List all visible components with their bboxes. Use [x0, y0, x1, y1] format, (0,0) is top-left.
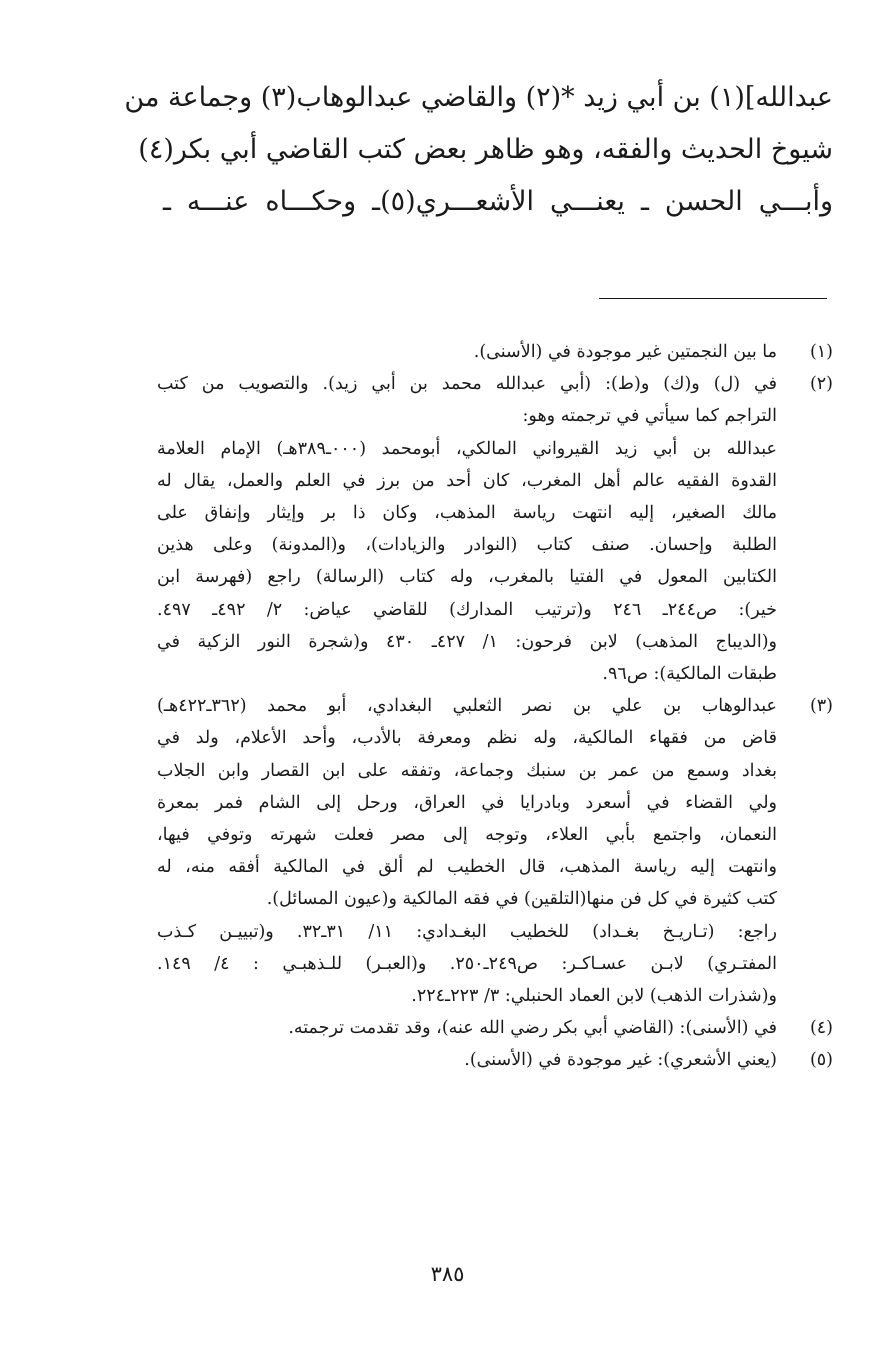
footnote-line: في (ل) و(ك) و(ط): (أبي عبدالله محمد بن أبي زيد). والتصويب من كتب — [157, 374, 777, 395]
footnote-line: الطلبة وإحسان. صنف كتاب (النوادر والزيادات)، و(المدونة) وعلى هذين — [157, 535, 777, 556]
footnote-line: القدوة الفقيه عالم أهل المغرب، كان أحد من برز في العلم والعمل، يقال له — [157, 470, 777, 491]
footnote-line: و(الديباج المذهب) لابن فرحون: ١/ ٤٢٧ـ ٤٣٠ و(شجرة النور الزكية في — [157, 631, 777, 652]
footnote-line: الكتابين المعول في الفتيا بالمغرب، وله كتاب (الرسالة) راجع (فهرسة ابن — [157, 567, 777, 588]
footnote-1 — [157, 336, 833, 368]
footnote-line: (يعني الأشعري): غير موجودة في (الأسنى). — [464, 1050, 777, 1071]
footnote-line: قاض من فقهاء المالكية، وله نظم ومعرفة بالأدب، وأحد الأعلام، ولد في — [157, 728, 777, 749]
footnote-number: (١) — [809, 342, 833, 362]
footnote-line: ولي القضاء في أسعرد وبادرايا في العراق، ورحل إلى الشام فمر بمعرة — [157, 792, 777, 813]
main-text-line: وأبـــي الحسن ـ يعنـــي الأشعـــري(٥)ـ وحكـــاه عنـــه ـ — [163, 186, 834, 217]
footnote-line: المفتـري) لابـن عسـاكـر: ص٢٤٩ـ٢٥٠. و(العبـر) للـذهبـي : ٤/ ١٤٩. — [157, 953, 777, 974]
main-text-line: شيوخ الحديث والفقه، وهو ظاهر بعض كتب القاضي أبي بكر(٤) — [138, 134, 833, 165]
footnote-number: (٣) — [809, 696, 833, 717]
footnote-line: التراجم كما سيأتي في ترجمته وهو: — [522, 406, 777, 427]
footnote-line: عبدالوهاب بن علي بن نصر الثعلبي البغدادي، أبو محمد (٣٦٢ـ٤٢٢هـ) — [157, 696, 777, 717]
footnote-line: راجع: (تـاريـخ بغـداد) للخطيب البغـدادي: ١١/ ٣١ـ٣٢. و(تبييـن كـذب — [157, 921, 777, 942]
footnotes-block — [157, 336, 833, 1077]
footnote-number: (٥) — [809, 1050, 833, 1071]
page-number: ٣٨٥ — [430, 1262, 465, 1286]
footnote-line: طبقات المالكية): ص٩٦. — [602, 664, 777, 685]
footnote-line: ما بين النجمتين غير موجودة في (الأسنى). — [473, 342, 777, 362]
footnote-line: في (الأسنى): (القاضي أبي بكر رضي الله عنه)، وقد تقدمت ترجمته. — [288, 1018, 777, 1039]
footnote-line: كتب كثيرة في كل فن منها(التلقين) في فقه المالكية و(عيون المسائل). — [266, 889, 777, 910]
footnote-3 — [157, 690, 833, 1012]
footnote-separator — [599, 298, 827, 299]
footnote-number: (٢) — [809, 374, 833, 395]
footnote-2 — [157, 368, 833, 690]
footnote-line: النعمان، واجتمع بأبي العلاء، وتوجه إلى مصر فعلت شهرته وتوفي فيها، — [157, 825, 777, 846]
footnote-line: وانتهت إليه رياسة المذهب، قال الخطيب لم ألق في المالكية أفقه منه، له — [157, 857, 777, 878]
footnote-5 — [157, 1044, 833, 1076]
footnote-line: عبدالله بن أبي زيد القيرواني المالكي، أبومحمد (٠٠٠ـ٣٨٩هـ) الإمام العلامة — [157, 438, 778, 459]
footnote-line: بغداد وسمع من عمر بن سنبك وجماعة، وتفقه على ابن القصار وابن الجلاب — [157, 760, 777, 781]
footnote-line: مالك الصغير، إليه انتهت رياسة المذهب، وكان ذا بر وإيثار وإنفاق على — [157, 503, 777, 524]
footnote-line: خير): ص٢٤٤ـ ٢٤٦ و(ترتيب المدارك) للقاضي عياض: ٢/ ٤٩٢ـ ٤٩٧. — [157, 599, 777, 620]
footnote-4 — [157, 1012, 833, 1044]
footnote-line: و(شذرات الذهب) لابن العماد الحنبلي: ٣/ ٢٢٣ـ٢٢٤. — [411, 986, 777, 1007]
main-text-line: عبدالله](١) بن أبي زيد *(٢) والقاضي عبدالوهاب(٣) وجماعة من — [124, 82, 833, 113]
footnote-number: (٤) — [809, 1018, 833, 1039]
main-text-block — [124, 72, 834, 228]
